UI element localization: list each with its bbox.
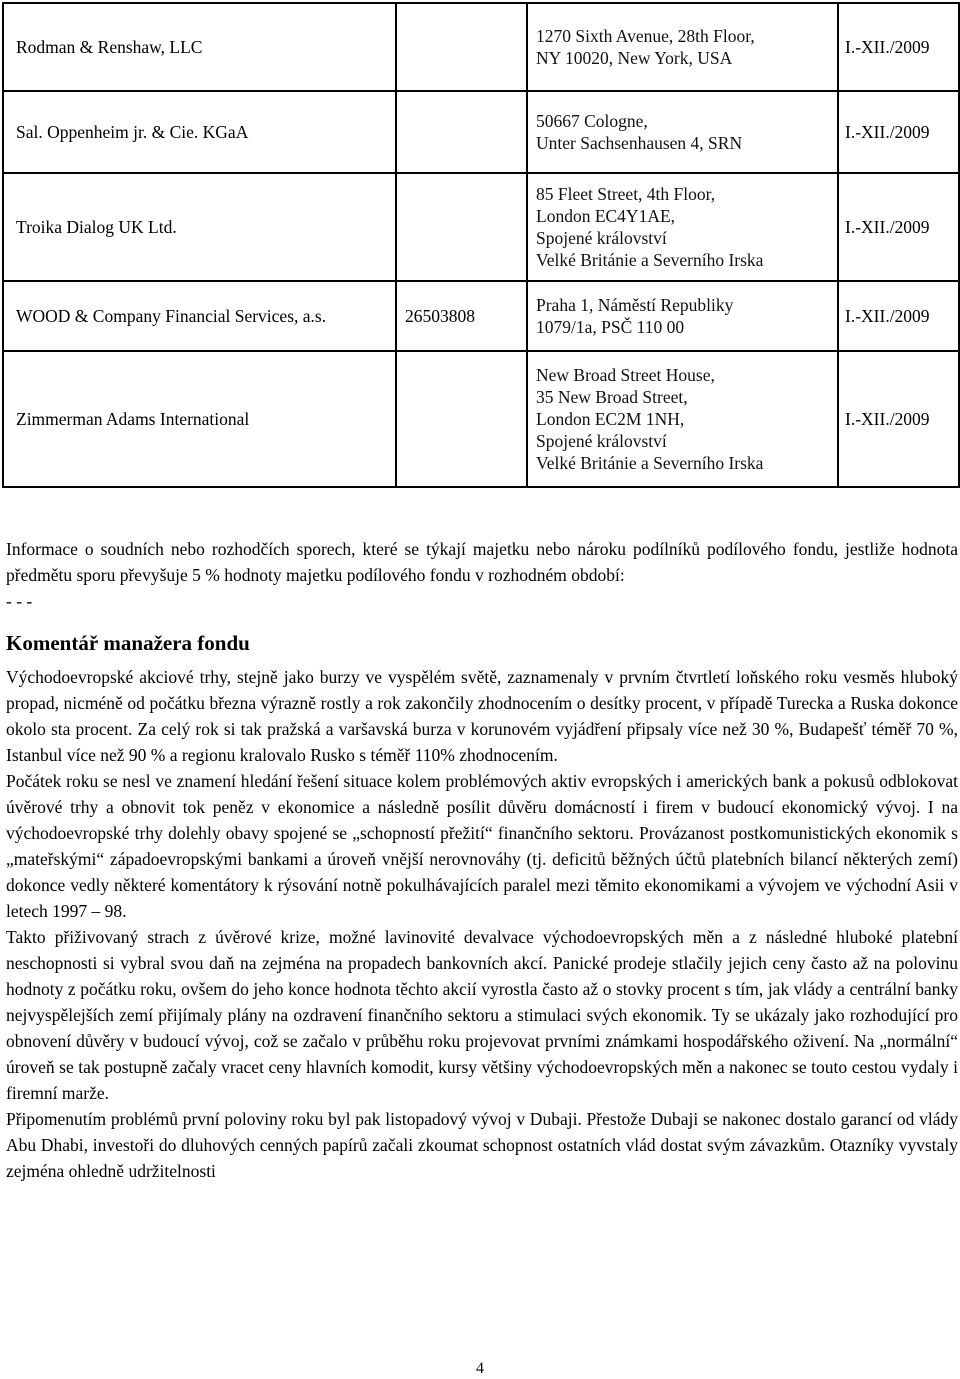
firm-address: 50667 Cologne, Unter Sachsenhausen 4, SRN: [527, 91, 838, 173]
firm-name: Rodman & Renshaw, LLC: [3, 3, 396, 91]
firm-address: 1270 Sixth Avenue, 28th Floor, NY 10020, New York, USA: [527, 3, 838, 91]
firm-period: I.-XII./2009: [838, 3, 959, 91]
firm-period: I.-XII./2009: [838, 281, 959, 351]
firm-name: Troika Dialog UK Ltd.: [3, 173, 396, 281]
document-body: [6, 536, 958, 1184]
table-row: [3, 3, 959, 91]
firm-id: [396, 173, 527, 281]
firm-id: [396, 3, 527, 91]
firm-period: I.-XII./2009: [838, 351, 959, 487]
table-row: [3, 173, 959, 281]
paragraph: Připomenutím problémů první poloviny roku byl pak listopadový vývoj v Dubaji. Přestože Dubaji se nakonec dostalo garancí od vlády Abu Dhabi, investoři do dluhových cenných papírů začali zkoumat schopnost ostatních vlád dostat svým závazkům. Otazníky vyvstaly zejména ohledně udržitelnosti: [6, 1109, 958, 1181]
firm-id: [396, 91, 527, 173]
table-row: [3, 91, 959, 173]
litigation-value: - - -: [6, 591, 33, 611]
firm-address: 85 Fleet Street, 4th Floor, London EC4Y1AE, Spojené království Velké Británie a Severního Irska: [527, 173, 838, 281]
table-row: [3, 351, 959, 487]
firm-period: I.-XII./2009: [838, 173, 959, 281]
paragraph: Počátek roku se nesl ve znamení hledání řešení situace kolem problémových aktiv evropských i amerických bank a pokusů odblokovat úvěrové trhy a obnovit tok peněz v ekonomice a následně posílit důvěru domácností i firem v budoucí ekonomický vývoj. I na východoevropské trhy dolehly obavy spojené se „schopností přežití“ finančního sektoru. Provázanost postkomunistických ekonomik s „mateřskými“ západoevropskými bankami a úroveň vnější nerovnováhy (tj. deficitů běžných účtů platebních bilancí některých zemí) dokonce vedly některé komentátory k rýsování notně pokulhávajících paralel mezi těmito ekonomikami a vývojem ve východní Asii v letech 1997 – 98.: [6, 771, 958, 921]
paragraph: Takto přiživovaný strach z úvěrové krize, možné lavinovité devalvace východoevropských měn a z následné hluboké platební neschopnosti si vybral svou daň na zejména na propadech bankovních akcí. Panické prodeje stlačily jejich ceny často až na polovinu hodnoty z počátku roku, ovšem do jeho konce hodnota těchto akcií vyrostla často až o stovky procent s tím, jak vlády a centrální banky nejvyspělejších zemí přijímaly plány na ozdravení finančního sektoru a stimulaci svých ekonomik. Ty se ukázaly jako rozhodující pro obnovení důvěry v budoucí vývoj, což se začalo v průběhu roku projevovat prvními známkami hospodářského oživení. Na „normální“ úroveň se tak postupně začaly vracet ceny hlavních komodit, kursy většiny východoevropských měn a nakonec se touto cestou vydaly i firemní marže.: [6, 927, 958, 1103]
table-row: [3, 281, 959, 351]
firm-name: Zimmerman Adams International: [3, 351, 396, 487]
litigation-info: Informace o soudních nebo rozhodčích sporech, které se týkají majetku nebo nároku podílníků podílového fondu, jestliže hodnota předmětu sporu převyšuje 5 % hodnoty majetku podílového fondu v rozhodném období:: [6, 539, 958, 585]
firm-id: 26503808: [396, 281, 527, 351]
firm-id: [396, 351, 527, 487]
firms-table: [2, 2, 960, 488]
section-heading: Komentář manažera fondu: [6, 631, 250, 655]
firm-address: Praha 1, Náměstí Republiky 1079/1a, PSČ 110 00: [527, 281, 838, 351]
firm-name: Sal. Oppenheim jr. & Cie. KGaA: [3, 91, 396, 173]
page-number: 4: [476, 1360, 484, 1377]
firm-period: I.-XII./2009: [838, 91, 959, 173]
firm-name: WOOD & Company Financial Services, a.s.: [3, 281, 396, 351]
firm-address: New Broad Street House, 35 New Broad Street, London EC2M 1NH, Spojené království Velké Británie a Severního Irska: [527, 351, 838, 487]
paragraph: Východoevropské akciové trhy, stejně jako burzy ve vyspělém světě, zaznamenaly v prvním čtvrtletí loňského roku vesměs hluboký propad, nicméně od počátku března výrazně rostly a rok zakončily zhodnocením o desítky procent, v případě Turecka a Ruska dokonce okolo sta procent. Za celý rok si tak pražská a varšavská burza v korunovém vyjádření připsaly více než 30 %, Budapešť téměř 70 %, Istanbul více než 90 % a regionu kralovalo Rusko s téměř 110% zhodnocením.: [6, 667, 958, 765]
